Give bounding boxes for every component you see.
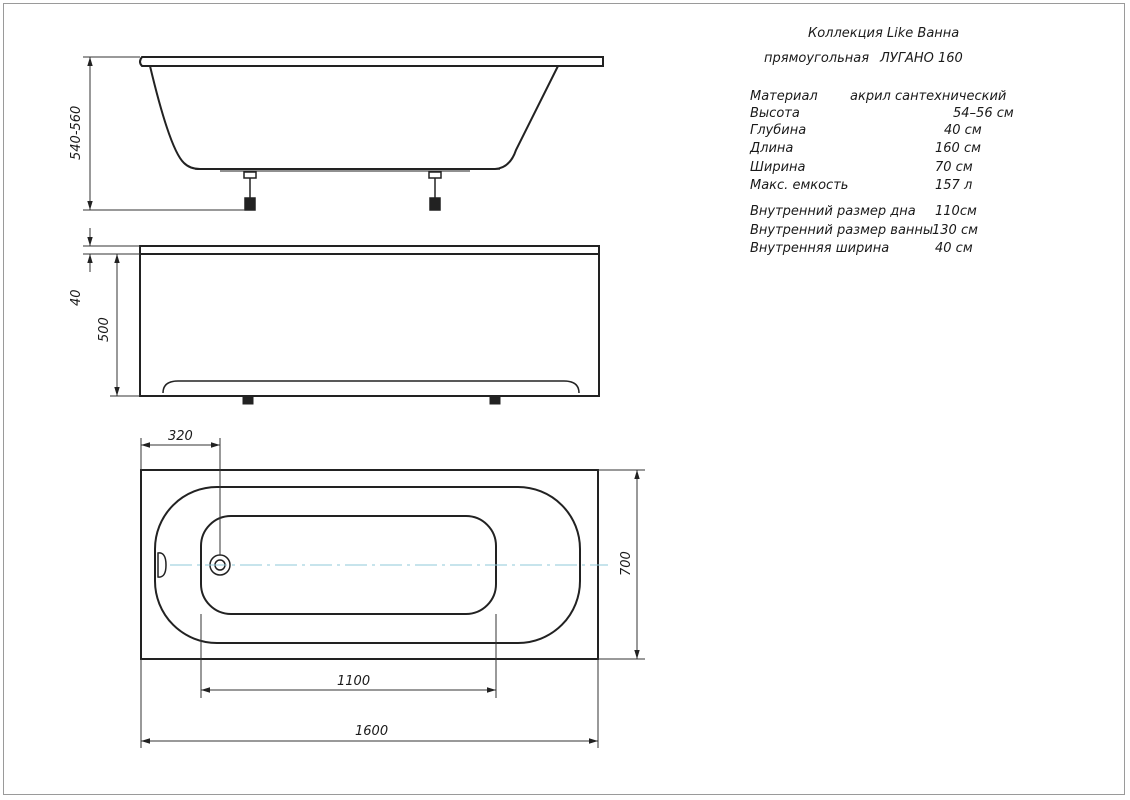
model-name: ЛУГАНО 160 xyxy=(880,51,963,66)
tub-rim xyxy=(140,57,603,66)
front-panel xyxy=(140,254,599,396)
inner-spec-value-bottom: 110см xyxy=(935,204,977,219)
right-leg xyxy=(429,172,441,210)
spec-label-capacity: Макс. емкость xyxy=(750,178,849,193)
tub-type: прямоугольная xyxy=(764,51,870,66)
inner-spec-value-tub: 130 см xyxy=(932,223,978,238)
spec-value-height: 54–56 см xyxy=(953,106,1014,121)
height-range-label: 540-560 xyxy=(69,105,84,160)
height-dimension xyxy=(83,57,245,210)
spec-value-width: 70 см xyxy=(935,160,973,175)
spec-label-depth: Глубина xyxy=(750,123,807,138)
inner-spec-value-width: 40 см xyxy=(935,241,973,256)
front-rim xyxy=(140,246,599,254)
inner-spec-label-tub: Внутренний размер ванны xyxy=(750,223,934,238)
front-dimensions xyxy=(83,228,140,396)
spec-label-width: Ширина xyxy=(750,160,806,175)
spec-value-material: акрил сантехнический xyxy=(850,89,1007,104)
drain-offset-label: 320 xyxy=(168,429,193,444)
width-label: 700 xyxy=(619,551,634,576)
bottom-length-label: 1100 xyxy=(337,674,371,689)
rim-label: 40 xyxy=(69,289,84,306)
tub-body xyxy=(150,66,558,169)
collection-title: Коллекция Like Ванна xyxy=(808,26,960,41)
total-length-label: 1600 xyxy=(355,724,389,739)
top-dimensions xyxy=(141,438,645,748)
overflow xyxy=(158,553,166,577)
side-view xyxy=(140,57,603,210)
inner-spec-label-width: Внутренняя ширина xyxy=(750,241,890,256)
spec-label-height: Высота xyxy=(750,106,800,121)
front-view xyxy=(140,246,599,404)
spec-label-length: Длина xyxy=(750,141,794,156)
spec-value-capacity: 157 л xyxy=(935,178,973,193)
spec-value-length: 160 см xyxy=(935,141,981,156)
left-leg xyxy=(244,172,256,210)
spec-label-material: Материал xyxy=(750,89,818,104)
spec-value-depth: 40 см xyxy=(944,123,982,138)
panel-height-label: 500 xyxy=(97,317,112,342)
inner-spec-label-bottom: Внутренний размер дна xyxy=(750,204,916,219)
